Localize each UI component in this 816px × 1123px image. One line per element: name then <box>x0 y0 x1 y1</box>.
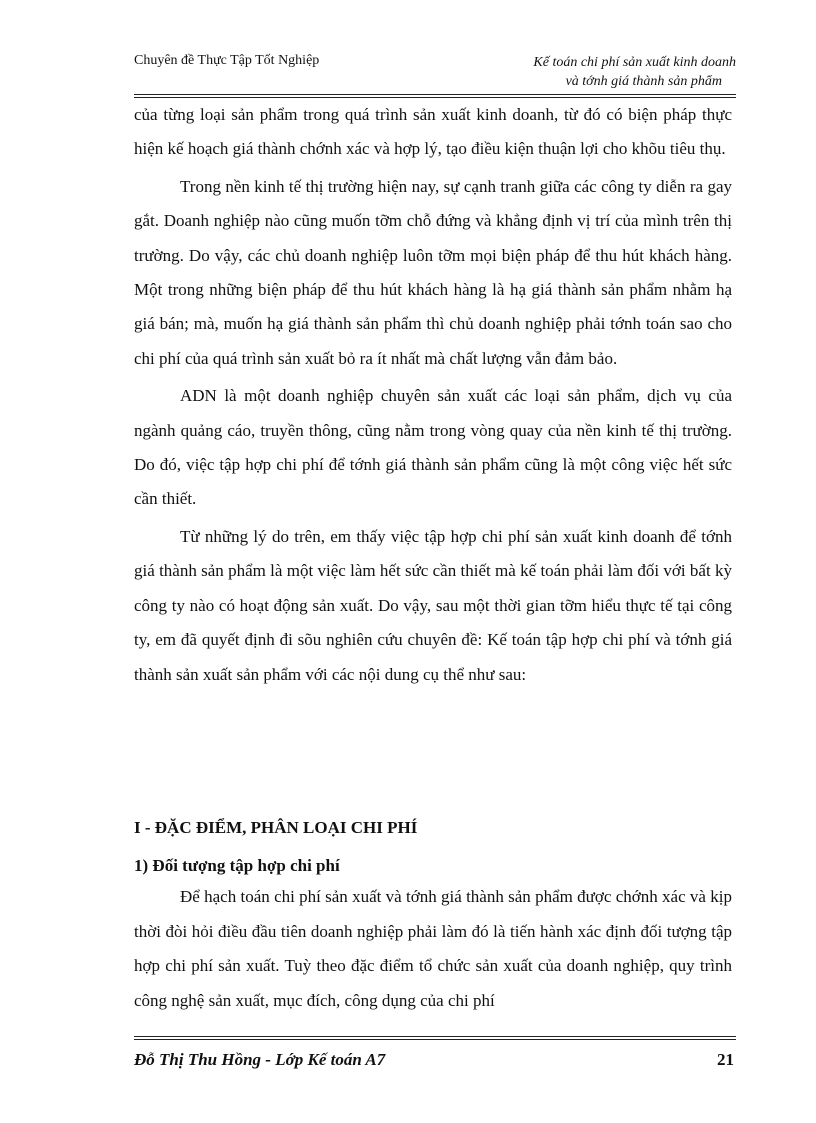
header-title-left: Chuyên đề Thực Tập Tốt Nghiệp <box>134 53 320 68</box>
footer-author: Đỗ Thị Thu Hồng - Lớp Kế toán A7 <box>134 1050 386 1069</box>
header-right-line1: Kế toán chi phí sản xuất kinh doanh <box>533 55 736 70</box>
paragraph-5: Để hạch toán chi phí sản xuất và tớnh giá thành sản phẩm được chớnh xác và kịp thời đòi hỏi điều đầu tiên doanh nghiệp phải làm đó là tiến hành xác định đối tượng tập hợp chi phí sản xuất. Tuỳ theo đặc điểm tổ chức sản xuất của doanh nghiệp, quy trình công nghệ sản xuất, mục đích, công dụng của chi phí <box>134 887 732 1010</box>
footer-divider <box>134 1036 736 1040</box>
page-header <box>134 50 736 94</box>
paragraph-3: ADN là một doanh nghiệp chuyên sản xuất các loại sản phẩm, dịch vụ của ngành quảng cáo, truyền thông, cũng nằm trong vòng quay của nền kinh tế thị trường. Do đó, việc tập hợp chi phí để tớnh giá thành sản phẩm cũng là một công việc hết sức cần thiết. <box>134 386 732 509</box>
page-number: 21 <box>717 1050 734 1069</box>
paragraph-4: Từ những lý do trên, em thấy việc tập hợp chi phí sản xuất kinh doanh để tớnh giá thành sản phẩm là một việc làm hết sức cần thiết mà kế toán phải làm đối với bất kỳ công ty nào có hoạt động sản xuất. Do vậy, sau một thời gian tỡm hiểu thực tế tại công ty, em đã quyết định đi sõu nghiên cứu chuyên đề: Kế toán tập hợp chi phí và tớnh giá thành sản xuất sản phẩm với các nội dung cụ thể như sau: <box>134 526 732 684</box>
header-right-line2: và tớnh giá thành sản phẩm <box>565 74 722 89</box>
paragraph-1: của từng loại sản phẩm trong quá trình sản xuất kinh doanh, từ đó có biện pháp thực hiện kế hoạch giá thành chớnh xác và hợp lý, tạo điều kiện thuận lợi cho khõu tiêu thụ. <box>134 105 732 159</box>
subsection-heading: 1) Đối tượng tập hợp chi phí <box>134 856 340 875</box>
header-title-right <box>533 53 736 91</box>
paragraph-2: Trong nền kinh tế thị trường hiện nay, sự cạnh tranh giữa các công ty diễn ra gay gắt. Doanh nghiệp nào cũng muốn tỡm chỗ đứng và khẳng định vị trí của mình trên thị trường. Do vậy, các chủ doanh nghiệp luôn tỡm mọi biện pháp để thu hút khách hàng. Một trong những biện pháp để thu hút khách hàng là hạ giá thành sản phẩm nhằm hạ giá bán; mà, muốn hạ giá thành sản phẩm thì chủ doanh nghiệp phải tớnh toán sao cho chi phí của quá trình sản xuất bỏ ra ít nhất mà chất lượng vẫn đảm bảo. <box>134 176 732 368</box>
body-text <box>134 98 732 692</box>
section-heading: I - ĐẶC ĐIỂM, PHÂN LOẠI CHI PHÍ <box>134 818 418 837</box>
subsection-body <box>134 880 732 1018</box>
